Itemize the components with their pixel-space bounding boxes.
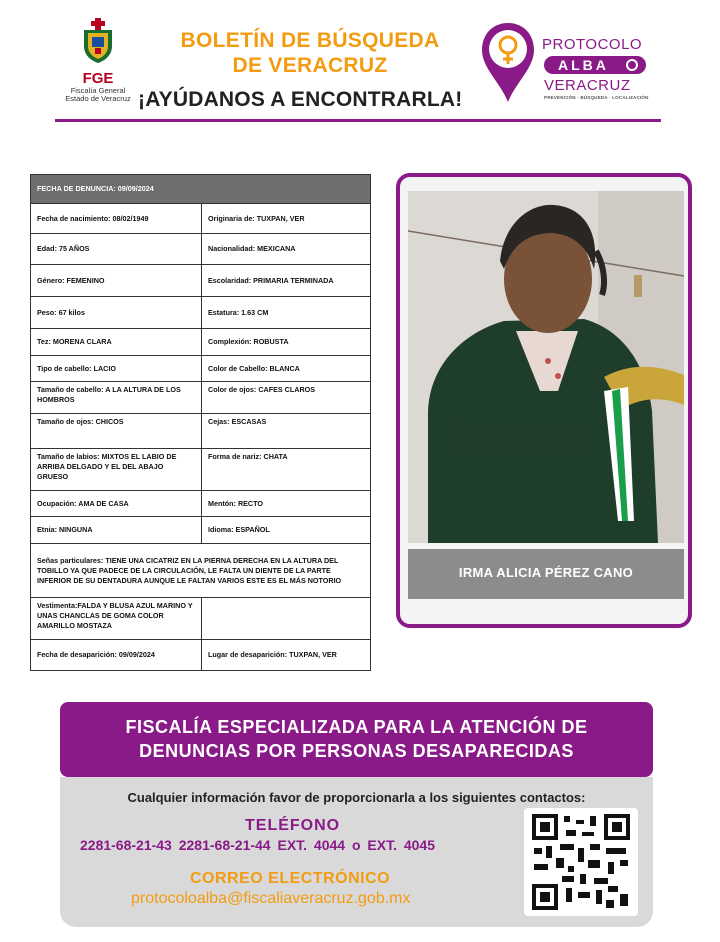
- bulletin-title-line1: BOLETÍN DE BÚSQUEDA: [180, 29, 440, 52]
- contact-section: [60, 777, 653, 927]
- table-row: [31, 449, 371, 491]
- table-header-row: [31, 175, 371, 204]
- table-row: [31, 265, 371, 297]
- table-row: [31, 234, 371, 265]
- hair-type: Tipo de cabello: LACIO: [31, 356, 202, 382]
- height: Estatura: 1.63 CM: [202, 297, 371, 329]
- header-divider: [55, 119, 661, 122]
- alba-line3: VERACRUZ: [544, 77, 631, 94]
- origin: Originaria de: TUXPAN, VER: [202, 204, 371, 234]
- email-label: CORREO ELECTRÓNICO: [190, 870, 391, 887]
- search-icon: [626, 59, 638, 71]
- clothing: Vestimenta:FALDA Y BLUSA AZUL MARINO Y UNAS CHANCLAS DE GOMA COLOR AMARILLO MOSTAZA: [31, 598, 202, 640]
- qr-code[interactable]: [524, 808, 638, 916]
- age: Edad: 75 AÑOS: [31, 234, 202, 265]
- agency-line2: DENUNCIAS POR PERSONAS DESAPARECIDAS: [139, 741, 574, 761]
- weight: Peso: 67 kilos: [31, 297, 202, 329]
- ethnicity: Etnia: NINGUNA: [31, 517, 202, 544]
- phone-label: TELÉFONO: [245, 817, 341, 834]
- complexion-skin: Tez: MORENA CLARA: [31, 329, 202, 356]
- chin: Mentón: RECTO: [202, 491, 371, 517]
- alba-line1: PROTOCOLO: [542, 36, 643, 53]
- person-photo-illustration: [408, 191, 684, 543]
- gender: Género: FEMENINO: [31, 265, 202, 297]
- photo-card: [396, 173, 692, 628]
- table-row: [31, 544, 371, 598]
- qr-code-icon: [532, 814, 630, 910]
- hair-length: Tamaño de cabello: A LA ALTURA DE LOS HOMBROS: [31, 382, 202, 414]
- table-row: [31, 204, 371, 234]
- education: Escolaridad: PRIMARIA TERMINADA: [202, 265, 371, 297]
- person-info-table: [30, 174, 371, 671]
- table-row: [31, 598, 371, 640]
- build: Complexión: ROBUSTA: [202, 329, 371, 356]
- alba-line2: ALBA: [558, 57, 609, 73]
- nationality: Nacionalidad: MEXICANA: [202, 234, 371, 265]
- bulletin-subtitle: ¡AYÚDANOS A ENCONTRARLA!: [138, 88, 463, 111]
- fge-logo: [62, 18, 134, 110]
- disappearance-date: Fecha de desaparición: 09/09/2024: [31, 640, 202, 671]
- fge-subtitle: Fiscalía General Estado de Veracruz: [65, 86, 131, 103]
- table-row: [31, 491, 371, 517]
- person-name-bar: [408, 549, 684, 599]
- language: Idioma: ESPAÑOL: [202, 517, 371, 544]
- bulletin-title: [160, 28, 460, 78]
- lip-size: Tamaño de labios: MIXTOS EL LABIO DE ARRIBA DELGADO Y EL DEL ABAJO GRUESO: [31, 449, 202, 491]
- table-row: [31, 640, 371, 671]
- nose-shape: Forma de nariz: CHATA: [202, 449, 371, 491]
- hair-color: Color de Cabello: BLANCA: [202, 356, 371, 382]
- table-row: [31, 297, 371, 329]
- alba-tagline: PREVENCIÓN · BÚSQUEDA · LOCALIZACIÓN: [544, 95, 649, 100]
- location-pin-female-icon: [478, 20, 538, 104]
- clothing-extra: [202, 598, 371, 640]
- fge-abbr: FGE: [82, 70, 114, 87]
- person-name: IRMA ALICIA PÉREZ CANO: [458, 565, 634, 580]
- alba-badge: [544, 56, 646, 74]
- eye-color: Color de ojos: CAFES CLAROS: [202, 382, 371, 414]
- table-row: [31, 356, 371, 382]
- table-row: [31, 329, 371, 356]
- disappearance-place: Lugar de desaparición: TUXPAN, VER: [202, 640, 371, 671]
- agency-banner: [60, 702, 653, 777]
- eye-size: Tamaño de ojos: CHICOS: [31, 414, 202, 449]
- table-row: [31, 414, 371, 449]
- agency-line1: FISCALÍA ESPECIALIZADA PARA LA ATENCIÓN DE: [125, 717, 588, 737]
- shield-icon: [78, 18, 118, 64]
- protocolo-alba-logo: [478, 20, 658, 104]
- report-date: FECHA DE DENUNCIA: 09/09/2024: [31, 175, 371, 204]
- email-address[interactable]: protocoloalba@fiscaliaveracruz.gob.mx: [131, 890, 411, 907]
- occupation: Ocupación: AMA DE CASA: [31, 491, 202, 517]
- eyebrows: Cejas: ESCASAS: [202, 414, 371, 449]
- distinguishing-marks: Señas particulares: TIENE UNA CICATRIZ EN LA PIERNA DERECHA EN LA ALTURA DEL TOBILLO YA QUE PADECE DE LA CIRCULACIÓN, LE FALTA UN DIENTE DE LA PARTE INFERIOR DE SU DENTADURA AUNQUE LE FALTAN VARIOS ESTE ES EL MÁS NOTORIO: [31, 544, 371, 598]
- bulletin-title-line2: DE VERACRUZ: [232, 54, 388, 77]
- contact-intro: Cualquier información favor de proporcionarla a los siguientes contactos:: [127, 790, 586, 805]
- phone-numbers[interactable]: 2281-68-21-43 2281-68-21-44 EXT. 4044 o EXT. 4045: [80, 837, 436, 853]
- table-row: [31, 382, 371, 414]
- birth-date: Fecha de nacimiento: 08/02/1949: [31, 204, 202, 234]
- missing-person-photo: [408, 191, 684, 543]
- table-row: [31, 517, 371, 544]
